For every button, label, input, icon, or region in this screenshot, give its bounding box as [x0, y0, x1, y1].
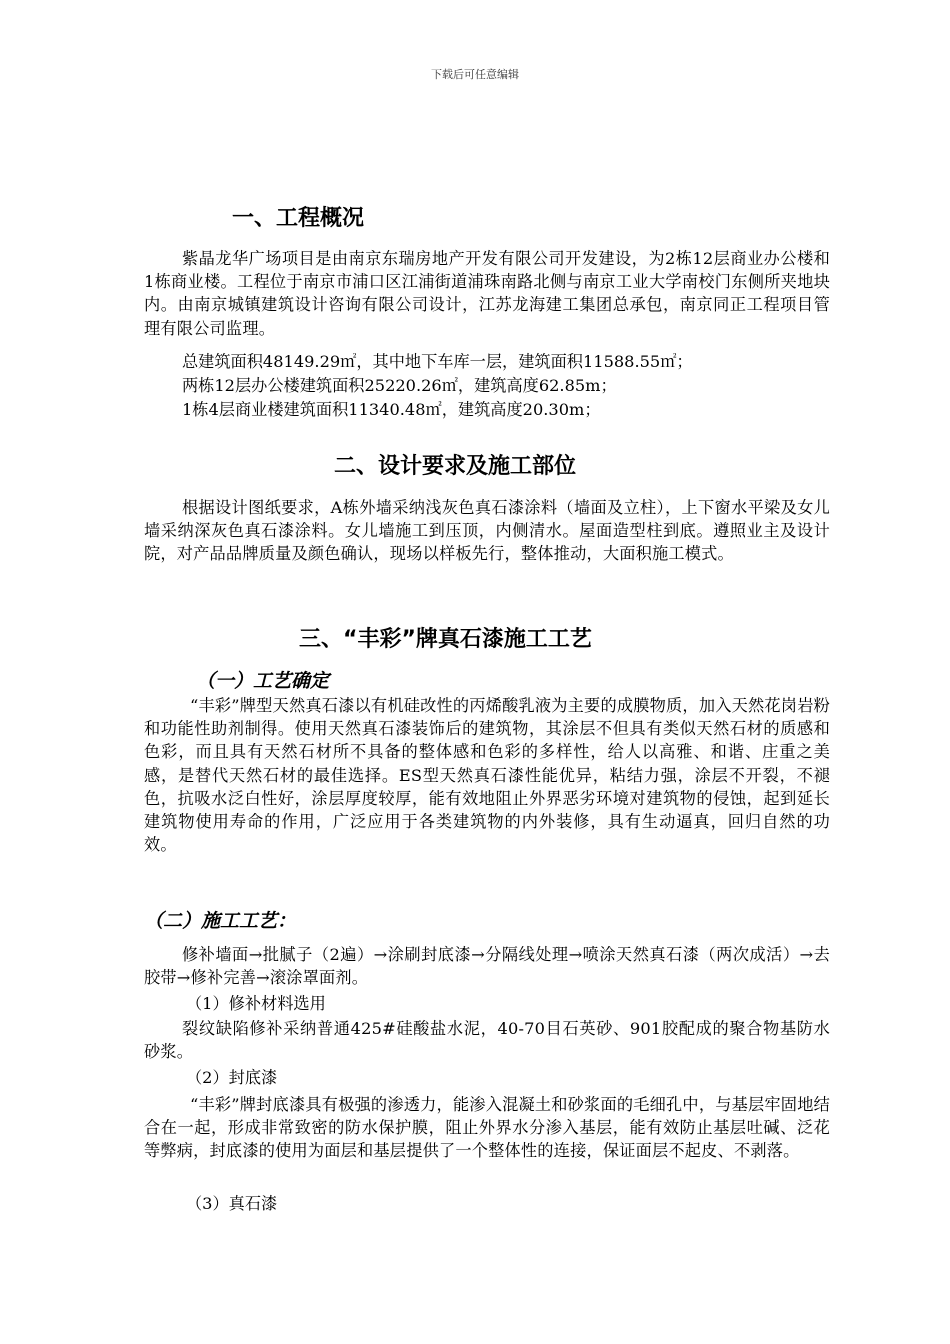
section1-area-line-1: 总建筑面积48149.29㎡，其中地下车库一层，建筑面积11588.55㎡；: [182, 352, 693, 371]
section3-sub2-title: （二）施工工艺：: [144, 910, 297, 932]
process-flow: 修补墙面→批腻子（2遍）→涂刷封底漆→分隔线处理→喷涂天然真石漆（两次成活）→去胶带→修补完善→滚涂罩面剂。: [144, 945, 830, 988]
section2-paragraph: 根据设计图纸要求，A栋外墙采纳浅灰色真石漆涂料（墙面及立柱），上下窗水平梁及女儿墙采纳深灰色真石漆涂料。女儿墙施工到压顶，内侧清水。屋面造型柱到底。遵照业主及设计院，对产品品牌质量及颜色确认，现场以样板先行，整体推动，大面积施工模式。: [144, 498, 830, 564]
item2-title: （2）封底漆: [186, 1068, 278, 1087]
item2-text: “丰彩”牌封底漆具有极强的渗透力，能渗入混凝土和砂浆面的毛细孔中，与基层牢固地结合在一起，形成非常致密的防水保护膜，阻止外界水分渗入基层，能有效防止基层吐碱、泛花等弊病，封底漆的使用为面层和基层提供了一个整体性的连接，保证面层不起皮、不剥落。: [144, 1095, 830, 1161]
section1-title: 一、工程概况: [232, 206, 365, 231]
section1-area-line-3: 1栋4层商业楼建筑面积11340.48㎡，建筑高度20.30m；: [182, 400, 601, 419]
page-header-note: 下载后可任意编辑: [431, 68, 519, 81]
item3-title: （3）真石漆: [186, 1194, 278, 1213]
section2-title: 二、设计要求及施工部位: [334, 454, 577, 479]
section3-sub1-paragraph: “丰彩”牌型天然真石漆以有机硅改性的丙烯酸乳液为主要的成膜物质，加入天然花岗岩粉和功能性助剂制得。使用天然真石漆装饰后的建筑物，其涂层不但具有类似天然石材的质感和色彩，而且具有天然石材所不具备的整体感和色彩的多样性，给人以高雅、和谐、庄重之美感，是替代天然石材的最佳选择。ES型天然真石漆性能优异，粘结力强，涂层不开裂，不褪色，抗吸水泛白性好，涂层厚度较厚，能有效地阻止外界恶劣环境对建筑物的侵蚀，起到延长建筑物使用寿命的作用，广泛应用于各类建筑物的内外装修，具有生动逼真，回归自然的功效。: [144, 696, 830, 855]
section3-sub1-title: （一）工艺确定: [196, 670, 330, 692]
section3-title: 三、“丰彩”牌真石漆施工工艺: [299, 627, 592, 652]
item1-text: 裂纹缺陷修补采纳普通425#硅酸盐水泥，40-70目石英砂、901胶配成的聚合物基防水砂浆。: [144, 1019, 830, 1062]
item1-title: （1）修补材料选用: [186, 994, 326, 1013]
section1-paragraph: 紫晶龙华广场项目是由南京东瑞房地产开发有限公司开发建设，为2栋12层商业办公楼和1栋商业楼。工程位于南京市浦口区江浦街道浦珠南路北侧与南京工业大学南校门东侧所夹地块内。由南京城镇建筑设计咨询有限公司设计，江苏龙海建工集团总承包，南京同正工程项目管理有限公司监理。: [144, 249, 830, 338]
section1-area-line-2: 两栋12层办公楼建筑面积25220.26㎡，建筑高度62.85m；: [182, 376, 617, 395]
